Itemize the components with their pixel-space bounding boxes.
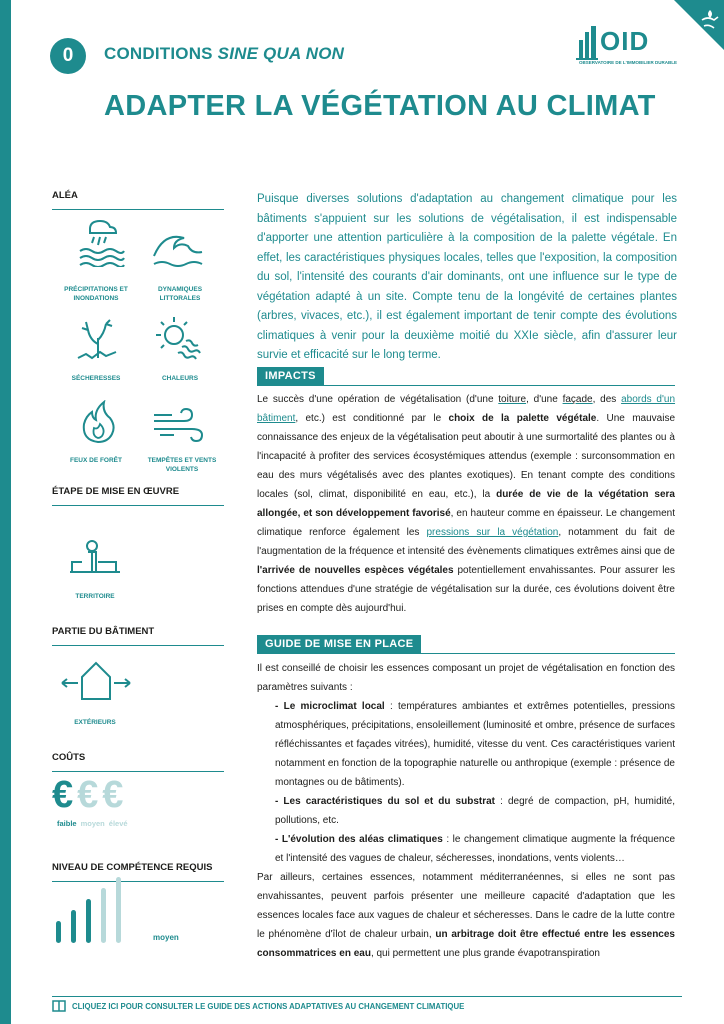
alea-label: FEUX DE FORÊT: [69, 457, 122, 464]
bold-text: durée de vie de la végétation sera allongée, et son développement favorisé: [257, 489, 675, 519]
text: Le succès d'une opération de végétalisation (d'une: [257, 394, 494, 405]
drought-icon: [74, 318, 122, 362]
cost-label-low: faible: [57, 819, 77, 828]
left-accent-stripe: [0, 0, 11, 1024]
section-title-prefix: CONDITIONS: [104, 44, 218, 63]
etape-heading: ÉTAPE DE MISE EN ŒUVRE: [52, 486, 224, 506]
territory-icon: [68, 538, 122, 580]
couts-heading: COÛTS: [52, 752, 224, 772]
guide-item-label: - Le microclimat local: [275, 701, 385, 712]
partie-heading: PARTIE DU BÂTIMENT: [52, 626, 224, 646]
text: Par ailleurs, certaines essences, notamment méditerranéennes, si elles ne sont pas envahissantes, peuvent parfois présenter une meilleure capacité d'adaptation que les essences locales face aux vagues de chaleur et sécheresses. Dans le cadre de la lutte contre le phénomène d'îlot de chaleur urbain,: [257, 872, 675, 940]
alea-label: PRÉCIPITATIONS ET INONDATIONS: [64, 286, 128, 302]
guide-item: [257, 792, 675, 830]
bold-text: choix de la palette végétale: [448, 413, 597, 424]
section-title: [104, 44, 344, 64]
competence-bar: [101, 888, 106, 943]
exterior-icon: [60, 655, 132, 703]
etape-label: TERRITOIRE: [75, 593, 115, 600]
impacts-title: IMPACTS: [257, 367, 324, 385]
impacts-section-header: [257, 366, 675, 386]
competence-bars: [56, 873, 146, 943]
text: , des: [592, 394, 617, 405]
alea-heading: ALÉA: [52, 190, 224, 210]
link-toiture[interactable]: toiture: [498, 394, 527, 405]
text: potentiellement envahissantes. Pour assurer les fonctions attendues d'une stratégie de végétalisation sur la durée, ces évolutions doivent être prises en compte dès aujourd'hui.: [257, 565, 675, 614]
intro-paragraph: Puisque diverses solutions d'adaptation au changement climatique pour les bâtiments s'appuient sur les solutions de végétalisation, il est indispensable d'apporter une attention particulière à la composition de la palette végétale. En effet, les caractéristiques physiques locales, telles que l'exposition, la composition du sol, l'intensité des courants d'air dominants, ont une influence sur le type de végétation adapté à un site. Compte tenu de la longévité de certaines plantes (arbres, vivaces, etc.), il est également important de tenir compte des évolutions climatiques à venir pour la deuxième moitié du XXIe siècle, afin d'assurer leur survie et efficacité sur le long terme.: [257, 193, 677, 361]
guide-title: GUIDE DE MISE EN PLACE: [257, 635, 421, 653]
logo-tagline: OBSERVATOIRE DE L'IMMOBILIER DURABLE: [579, 60, 677, 65]
text: , qui permettent une plus grande évapotranspiration: [370, 948, 600, 959]
text: . Une mauvaise connaissance des enjeux de la végétalisation peut aboutir à une surmortalité des plantes ou à l'incapacité à profiter des services écosystémiques attendus (exemple : surconsommation en eau des murs végétalisés avec des plantes exotiques). En tenant compte des conditions locales (sol, climat, disponibilité en eau, etc.), la: [257, 413, 676, 500]
guide-content: [257, 659, 675, 963]
guide-section-header: [257, 634, 675, 654]
text: , en hauteur comme en épaisseur. Le changement climatique renforce également les: [257, 508, 675, 538]
alea-label: SÉCHERESSES: [71, 375, 121, 382]
rain-flood-icon: [76, 215, 126, 267]
bold-text: un arbitrage doit être effectué entre les essences consommatrices en eau: [257, 929, 675, 959]
cost-symbol-medium: €: [77, 774, 99, 816]
hand-leaf-corner-icon: [674, 0, 724, 50]
cost-symbol-low: €: [52, 774, 74, 816]
guide-item: [257, 830, 675, 868]
competence-bar: [71, 910, 76, 943]
text: , notamment du fait de l'augmentation de la fréquence et intensité des évènements climatiques extrêmes ainsi que de: [257, 527, 675, 557]
guide-item-label: - Les caractéristiques du sol et du substrat: [275, 796, 496, 807]
wave-icon: [152, 228, 204, 268]
link-facade[interactable]: façade: [562, 394, 593, 405]
competence-bar: [56, 921, 61, 943]
guide-lead: Il est conseillé de choisir les essences composant un projet de végétalisation en fonction des paramètres suivants :: [257, 663, 675, 693]
fire-icon: [78, 400, 118, 444]
guide-item-label: - L'évolution des aléas climatiques: [275, 834, 443, 845]
competence-bar: [86, 899, 91, 943]
cost-labels: [57, 819, 132, 828]
wind-icon: [152, 405, 206, 443]
alea-label: CHALEURS: [161, 375, 199, 382]
cost-symbol-high: €: [102, 774, 124, 816]
link-abords[interactable]: abords d'un bâtiment: [257, 394, 676, 424]
partie-label: EXTÉRIEURS: [74, 719, 116, 726]
footer-guide-link[interactable]: [52, 996, 682, 1012]
sun-heat-icon: [152, 315, 204, 363]
alea-label: TEMPÊTES ET VENTS VIOLENTS: [147, 457, 217, 473]
guide-closing: [257, 868, 675, 963]
competence-level-label: moyen: [153, 933, 179, 942]
link-pressions[interactable]: pressions sur la végétation: [426, 527, 559, 538]
section-number-badge: 0: [50, 38, 86, 74]
footer-link-text: CLIQUEZ ICI POUR CONSULTER LE GUIDE DES ACTIONS ADAPTATIVES AU CHANGEMENT CLIMATIQUE: [72, 1001, 465, 1011]
guide-item-text: : températures ambiantes et extrêmes potentielles, pressions atmosphériques, précipitations, ensoleillement (luminosité et ombre, présence de surfaces réfléchissantes et façades vitrées), humidité, vitesse du vent. Ces caractéristiques varient notamment en fonction de la topographie naturelle ou anthropique (exemple : présence de montagnes ou de bâtiments).: [275, 701, 675, 788]
guide-item-text: : le changement climatique augmente la fréquence et l'intensité des vagues de chaleur, sécheresses, inondations, vents violents…: [275, 834, 676, 864]
bold-text: l'arrivée de nouvelles espèces végétales: [257, 565, 454, 576]
impacts-paragraph: [257, 390, 675, 618]
page-title: ADAPTER LA VÉGÉTATION AU CLIMAT: [104, 90, 656, 122]
cost-scale: [52, 774, 127, 817]
guide-item: [257, 697, 675, 792]
alea-label: DYNAMIQUES LITTORALES: [157, 286, 203, 302]
section-title-italic: SINE QUA NON: [217, 44, 345, 63]
competence-bar: [116, 877, 121, 943]
competence-heading: NIVEAU DE COMPÉTENCE REQUIS: [52, 862, 224, 882]
text: , d'une: [526, 394, 558, 405]
book-icon: [52, 1000, 66, 1012]
guide-item-text: : degré de compaction, pH, humidité, pollutions, etc.: [275, 796, 675, 826]
cost-label-medium: moyen: [80, 819, 105, 828]
cost-label-high: élevé: [108, 819, 128, 828]
logo-text: OID: [600, 26, 650, 56]
text: , etc.) est conditionné par le: [295, 413, 442, 424]
